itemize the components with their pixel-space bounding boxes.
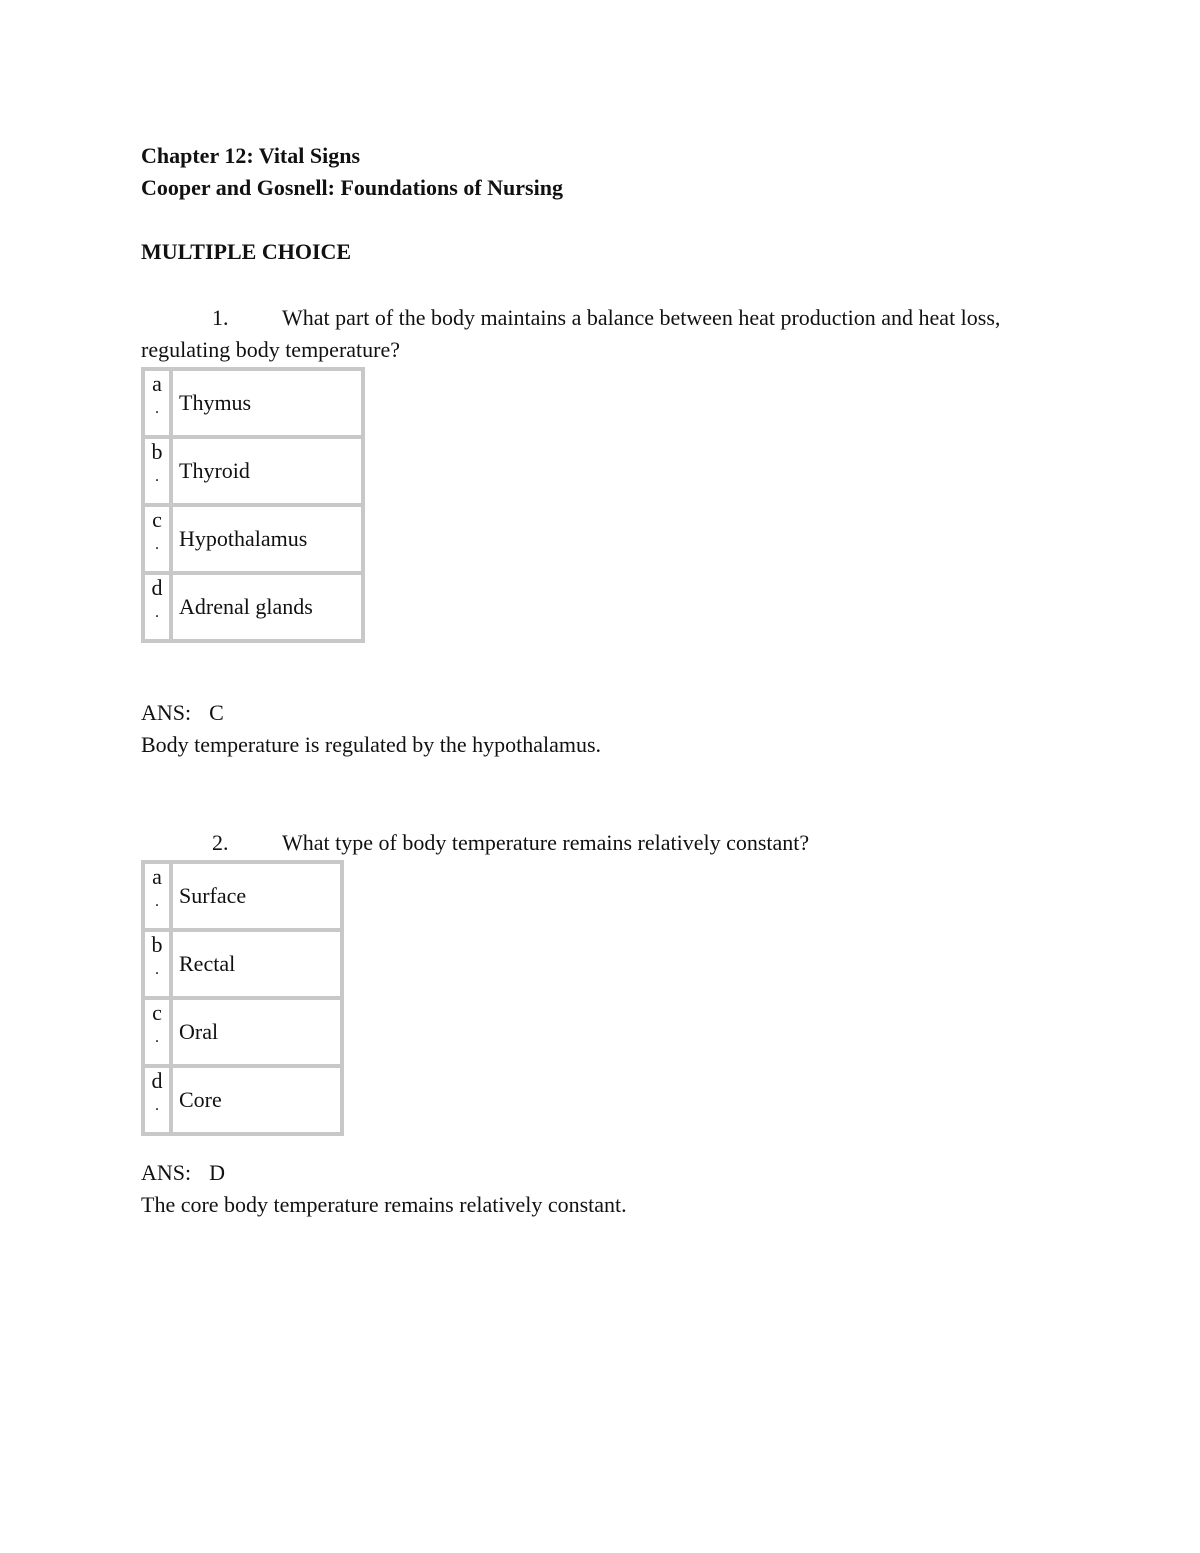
- option-text: Surface: [171, 862, 342, 930]
- rationale-1: Body temperature is regulated by the hypothalamus.: [141, 732, 602, 757]
- chapter-title: Chapter 12: Vital Signs: [141, 143, 361, 168]
- option-text: Thymus: [171, 369, 363, 437]
- options-table-2: [141, 860, 344, 1136]
- option-text: Oral: [171, 998, 342, 1066]
- question-2: [141, 827, 1061, 859]
- option-letter: a .: [143, 369, 171, 437]
- answer-label: ANS:: [141, 700, 192, 725]
- answer-label: ANS:: [141, 1160, 192, 1185]
- option-letter: c .: [143, 505, 171, 573]
- option-row: [143, 1066, 342, 1134]
- option-letter: b .: [143, 930, 171, 998]
- book-title: Cooper and Gosnell: Foundations of Nursing: [141, 175, 563, 200]
- option-row: [143, 930, 342, 998]
- answer-value: C: [209, 700, 224, 725]
- option-letter: c .: [143, 998, 171, 1066]
- answer-2: [141, 1157, 225, 1189]
- option-row: [143, 573, 363, 641]
- rationale-2: The core body temperature remains relatively constant.: [141, 1192, 627, 1217]
- option-row: [143, 505, 363, 573]
- option-row: [143, 437, 363, 505]
- question-number: 1.: [212, 305, 229, 330]
- option-text: Rectal: [171, 930, 342, 998]
- option-letter: d .: [143, 1066, 171, 1134]
- option-text: Thyroid: [171, 437, 363, 505]
- option-letter: d .: [143, 573, 171, 641]
- option-text: Adrenal glands: [171, 573, 363, 641]
- question-number: 2.: [212, 830, 229, 855]
- answer-1: [141, 697, 224, 729]
- question-text: What part of the body maintains a balance between heat production and heat loss,: [282, 305, 1001, 330]
- option-letter: b .: [143, 437, 171, 505]
- section-label: MULTIPLE CHOICE: [141, 239, 352, 264]
- option-text: Core: [171, 1066, 342, 1134]
- option-letter: a .: [143, 862, 171, 930]
- option-row: [143, 998, 342, 1066]
- option-row: [143, 862, 342, 930]
- question-1: [141, 302, 1061, 366]
- question-text: What type of body temperature remains relatively constant?: [282, 830, 810, 855]
- question-text-continued: regulating body temperature?: [141, 337, 401, 362]
- option-text: Hypothalamus: [171, 505, 363, 573]
- option-row: [143, 369, 363, 437]
- options-table-1: [141, 367, 365, 643]
- answer-value: D: [209, 1160, 226, 1185]
